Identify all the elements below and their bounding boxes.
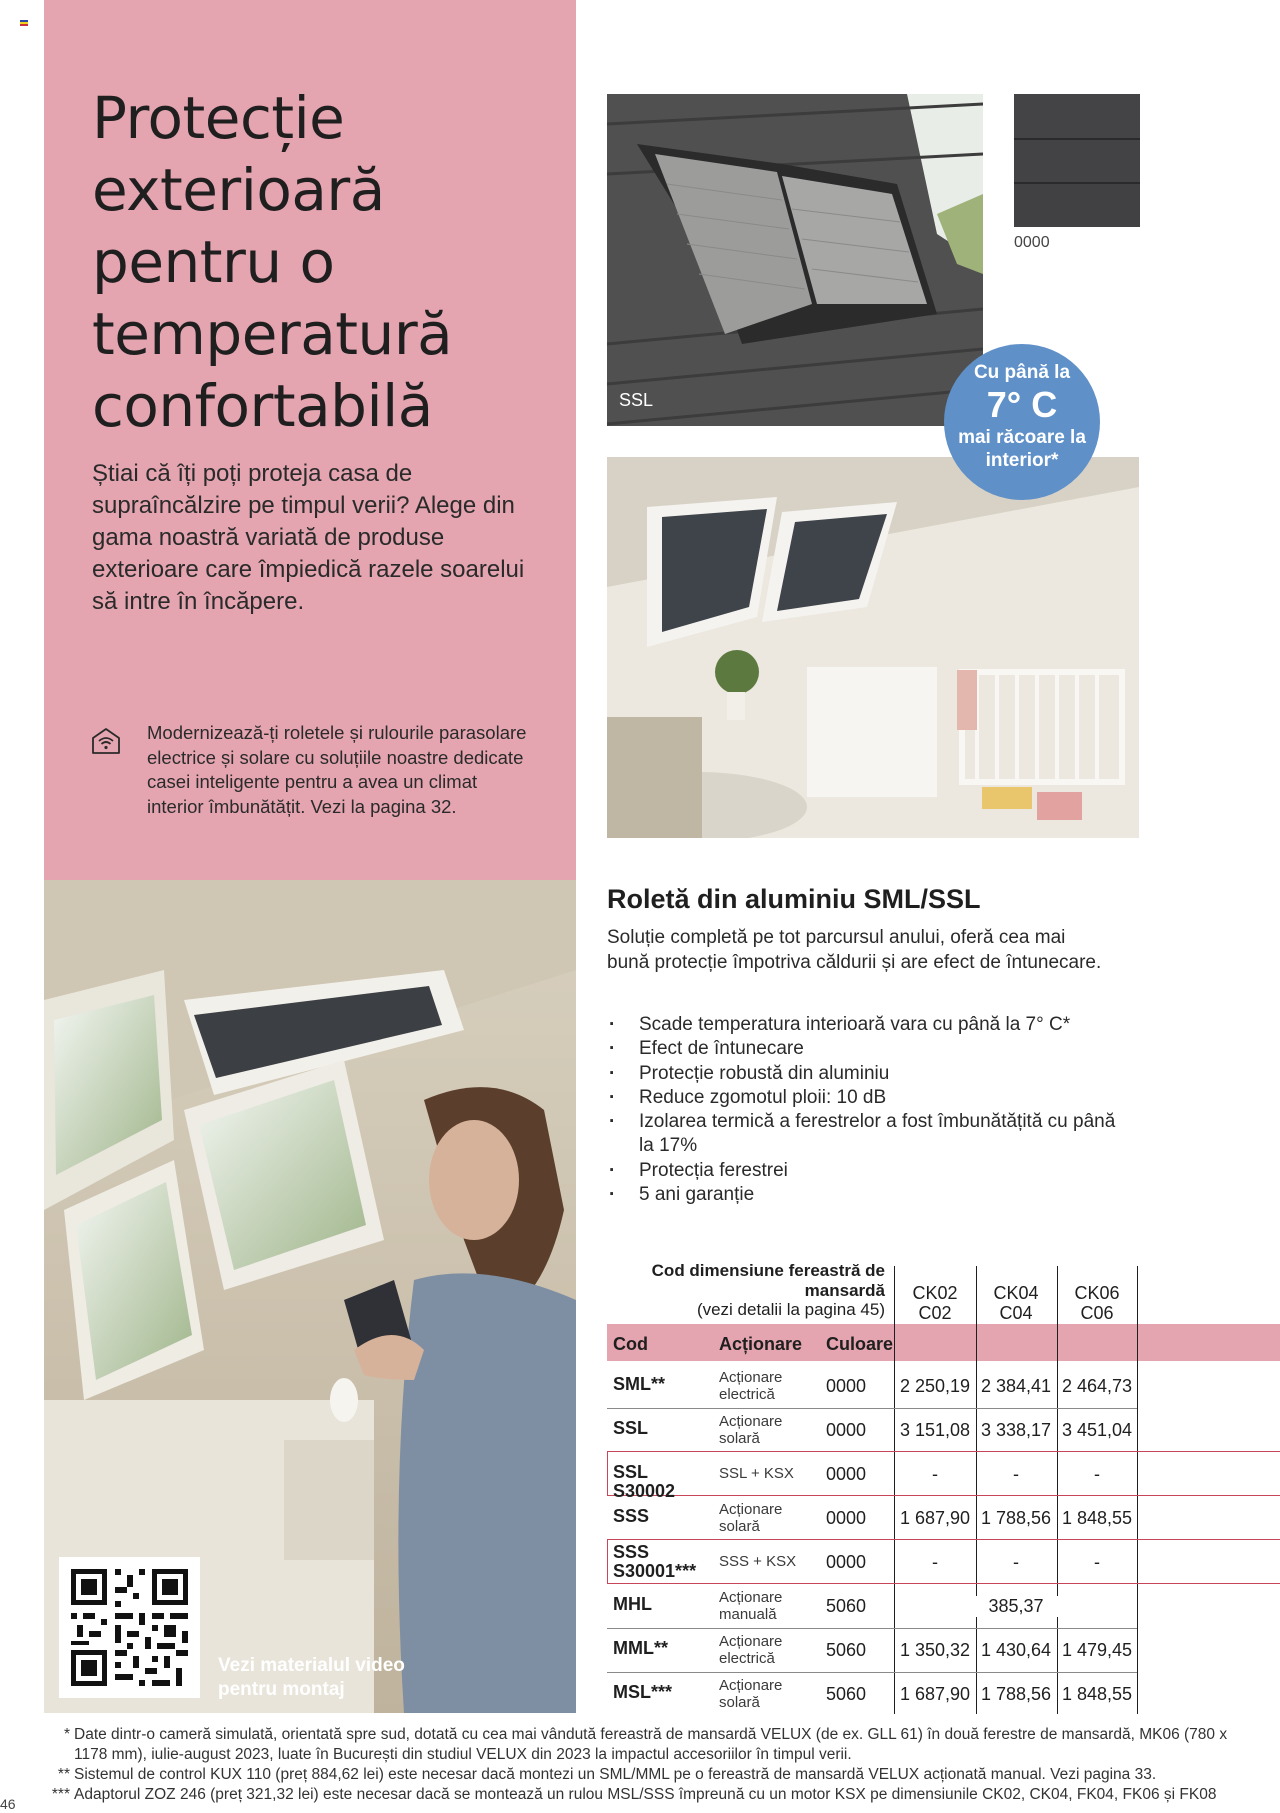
page-title: Protecție exterioară pentru o temperatură confortabilă [92, 84, 453, 440]
color-code: 0000 [825, 1420, 867, 1440]
table-row [607, 1584, 1280, 1628]
price: 1 848,55 [1061, 1684, 1133, 1704]
product-code: SSS S30001*** [613, 1542, 697, 1581]
actuation: Acționare electrică [719, 1633, 783, 1667]
size-column-1 [895, 1283, 975, 1323]
color-swatch [1014, 94, 1140, 227]
col-header-color: Culoare [826, 1334, 894, 1354]
size-code: CK06 [1074, 1283, 1120, 1303]
size-column-3 [1057, 1283, 1137, 1323]
smart-home-icon [90, 726, 122, 756]
actuation: Acționare solară [719, 1501, 783, 1535]
table-row [607, 1408, 1280, 1452]
product-code: MSL*** [613, 1682, 673, 1702]
price: 1 687,90 [899, 1508, 971, 1528]
feature-item: · Efect de întunecare [607, 1037, 1127, 1061]
color-code: 0000 [825, 1508, 867, 1528]
size-header-title: Cod dimensiune fereastră de mansardă [651, 1261, 885, 1300]
price-merged: 385,37 [895, 1596, 1137, 1617]
price: 3 151,08 [899, 1420, 971, 1440]
footnote [40, 1725, 1260, 1765]
feature-item: · Protecție robustă din aluminiu [607, 1062, 1127, 1086]
price: 3 451,04 [1061, 1420, 1133, 1440]
language-flag-icon [20, 20, 28, 26]
qr-code[interactable] [59, 1557, 200, 1698]
footnote-text: Adaptorul ZOZ 246 (preț 321,32 lei) este necesar dacă se montează un rulou MSL/SSS împreună cu un motor KSX pe dimensiunile CK02, CK04, FK04, FK06 și FK08 [74, 1786, 1217, 1803]
price: 1 788,56 [980, 1684, 1052, 1704]
size-code: CK02 [912, 1283, 958, 1303]
badge-temperature: 7° C [986, 384, 1058, 425]
table-row [607, 1452, 1280, 1501]
temperature-badge [944, 344, 1100, 500]
footnote-text: Date dintr-o cameră simulată, orientată spre sud, dotată cu cea mai vândută fereastră de mansardă VELUX (de ex. GLL 61) în două ferestre de mansardă, MK06 (780 x 1178 mm), iulie-august 2023, luate în București din studiul VELUX din 2023 la impactul accesoriilor în timpul verii. [74, 1726, 1228, 1763]
product-code: MML** [613, 1638, 668, 1658]
page-number: 46 [0, 1796, 16, 1812]
roof-shutter-photo [607, 94, 983, 426]
nursery-photo [607, 457, 1139, 838]
color-code: 5060 [825, 1640, 867, 1660]
feature-list [607, 1013, 1127, 1207]
badge-line-3: mai răcoare la interior* [958, 427, 1086, 471]
table-header-band [607, 1324, 1280, 1361]
price: - [1094, 1552, 1100, 1572]
footnote-mark: * [63, 1726, 70, 1743]
product-code: SSL [613, 1418, 649, 1438]
price: - [1013, 1552, 1019, 1572]
price: 2 464,73 [1061, 1376, 1133, 1396]
product-code: SSS [613, 1506, 650, 1526]
price: 2 384,41 [980, 1376, 1052, 1396]
feature-item: · Protecția ferestrei [607, 1159, 1127, 1183]
product-code: SML** [613, 1374, 666, 1394]
color-code: 0000 [825, 1464, 867, 1484]
feature-item: · 5 ani garanție [607, 1183, 1127, 1207]
feature-item: · Reduce zgomotul ploii: 10 dB [607, 1086, 1127, 1110]
price: 3 338,17 [980, 1420, 1052, 1440]
size-code-alt: C04 [999, 1303, 1033, 1323]
intro-text: Știai că îți poți proteja casa de supraîncălzire pe timpul verii? Alege din gama noastră variată de produse exterioare care împiedică razele soarelui să intre în încăpere. [92, 460, 525, 615]
price: - [932, 1552, 938, 1572]
price: 1 788,56 [980, 1508, 1052, 1528]
footnote-mark: ** [57, 1766, 70, 1783]
actuation: Acționare solară [719, 1677, 783, 1711]
price: - [1094, 1464, 1100, 1484]
price: 1 479,45 [1061, 1640, 1133, 1660]
price: - [932, 1464, 938, 1484]
footnotes [40, 1725, 1260, 1805]
col-header-code: Cod [613, 1334, 648, 1354]
col-header-action: Acționare [719, 1334, 803, 1354]
color-code: 0000 [825, 1376, 867, 1396]
price: 1 687,90 [899, 1684, 971, 1704]
actuation: Acționare manuală [719, 1589, 783, 1623]
actuation: SSL + KSX [719, 1465, 794, 1482]
video-caption[interactable]: Vezi materialul video pentru montaj [218, 1655, 405, 1700]
size-header [640, 1261, 885, 1320]
table-row [607, 1672, 1280, 1716]
swatch-code: 0000 [1014, 234, 1050, 251]
badge-line-1: Cu până la [973, 362, 1071, 383]
actuation: SSS + KSX [719, 1553, 797, 1570]
footnote [40, 1785, 1260, 1805]
color-code: 5060 [825, 1596, 867, 1616]
size-column-2 [976, 1283, 1056, 1323]
footnote [40, 1765, 1260, 1785]
table-row [607, 1496, 1280, 1540]
footnote-text: Sistemul de control KUX 110 (preț 884,62 lei) este necesar dacă montezi un SML/MML pe o fereastră de mansardă VELUX acționată manual. Vezi pagina 33. [74, 1766, 1157, 1783]
size-header-note: (vezi detalii la pagina 45) [696, 1300, 885, 1319]
table-row [607, 1364, 1280, 1408]
product-code: SSL S30002 [613, 1462, 676, 1501]
product-code: MHL [613, 1594, 652, 1614]
price: 2 250,19 [899, 1376, 971, 1396]
product-description: Soluție completă pe tot parcursul anului, oferă cea mai bună protecție împotriva căldurii și are efect de întunecare. [607, 927, 1102, 973]
color-code: 0000 [825, 1552, 867, 1572]
price: - [1013, 1464, 1019, 1484]
price: 1 430,64 [980, 1640, 1052, 1660]
size-code-alt: C06 [1080, 1303, 1114, 1323]
footnote-mark: *** [51, 1786, 70, 1803]
size-code: CK04 [993, 1283, 1039, 1303]
feature-item: · Scade temperatura interioară vara cu până la 7° C* [607, 1013, 1127, 1037]
actuation: Acționare solară [719, 1413, 783, 1447]
size-code-alt: C02 [918, 1303, 952, 1323]
actuation: Acționare electrică [719, 1369, 783, 1403]
product-title: Roletă din aluminiu SML/SSL [607, 884, 981, 914]
smart-home-note: Modernizează-ți roletele și rulourile parasolare electrice și solare cu soluțiile noastre dedicate casei inteligente pentru a avea un climat interior îmbunătățit. Vezi la pagina 32. [147, 722, 527, 817]
table-row [607, 1628, 1280, 1672]
feature-item: · Izolarea termică a ferestrelor a fost îmbunătățită cu până la 17% [607, 1110, 1127, 1159]
price: 1 350,32 [899, 1640, 971, 1660]
image-label: SSL [619, 390, 654, 410]
table-row [607, 1540, 1280, 1584]
color-code: 5060 [825, 1684, 867, 1704]
price: 1 848,55 [1061, 1508, 1133, 1528]
